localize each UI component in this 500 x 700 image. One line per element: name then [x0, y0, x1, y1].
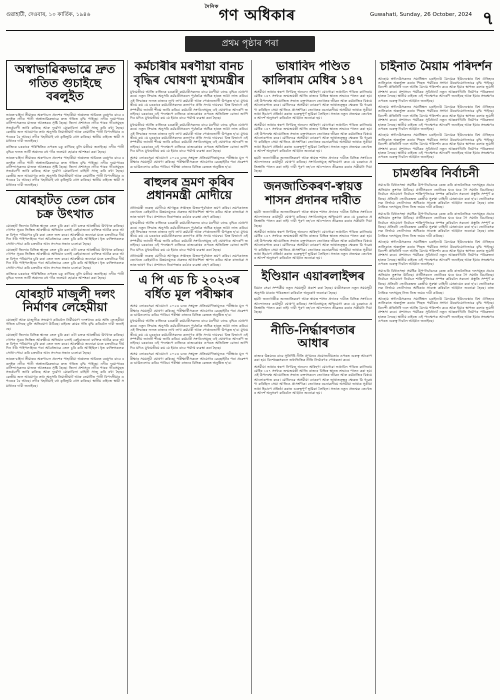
article-body: ভাৰত-চাইনা সীমান্তৰ অৰুণাচল প্ৰদেশৰ পাহাৰীয়া অঞ্চলত অবিৰত বৰষুণৰ বাবে বৰলুইত নদীৰ পানী অস্বাভাৱিকভাৱে দ্ৰুত গতিত বৃদ্ধি পাইছে। নদীৰ দুয়োপাৰৰ বাসিন্দাসকলৰ মাজত আতংকৰ সৃষ্টি হৈছে। জিলা প্ৰশাসনে নদীৰ পাৰৰ গাঁওসমূহত সতৰ্কবাণী জাৰি কৰিছে আৰু দুৰ্যোগ মোকাবিলা বাহিনী সাজু কৰি ৰখা হৈছে। কেন্দ্ৰীয় জল আয়োগৰ তথ্য অনুসৰি নিমাতীঘাট আৰু নেমাটিত পানী বিপদসীমাৰ ওপৰেৰে বৈ আছে। নদীৰ খহনীয়াই বহু কৃষিভূমি গ্ৰাস কৰিছে। স্থানীয় ৰাইজে স্থায়ী সমাধানৰ দাবী জনাইছে। [6, 357, 124, 388]
article-body: অসম লোকসেৱা আয়োগে ২০২৩ চনৰ সংযুক্ত প্ৰতিযোগিতামূলক পৰীক্ষাৰ মূল পৰীক্ষাৰ সময়সূচী ঘোষণা কৰিছে। পৰীক্ষাৰ্থীসকলে আয়োগৰ ৱেবছাইটৰ পৰা প্ৰৱেশপত্ৰ ডাউনলোড কৰিব পাৰিব। পৰীক্ষা ৰাজ্যৰ বিভিন্ন কেন্দ্ৰত অনুষ্ঠিত হ'ব। [130, 155, 248, 169]
article-headline: অস্বাভাৱিকভাৱে দ্ৰুত গতিত গুচাইছে বৰলুইত [14, 62, 116, 103]
article-body: প্ৰধানমন্ত্ৰী নৰেন্দ্ৰ মোদীয়ে আগন্তুক সপ্তাহত উত্তৰ-পূৰ্বাঞ্চল ভ্ৰমণ কৰিব। ভ্ৰমণকালত তেখেতে কেইবাটাও উন্নয়নমূলক প্ৰকল্পৰ আধাৰশিলা স্থাপন কৰিব আৰু ৰাজহুৱা সভাত ভাষণ দিব। প্ৰশাসনে নিৰাপত্তাৰ কঠোৰ ব্যৱস্থা গ্ৰহণ কৰিছে। [130, 253, 248, 267]
column-divider [127, 60, 128, 694]
logo-text: গণ অধিকাৰ [218, 6, 296, 24]
article-body: অসমীয়া ভাষাৰ স্বৰূপ নিৰ্ণয়ত অনবদ্য অৰিহণা যোগোৱা ভাষাবিদ পণ্ডিত কালিৰাম মেধিৰ ১৪৭ সংখ্যক জন্মজয়ন্তী আজি ৰাজ্যৰ বিভিন্ন স্থানত শ্ৰদ্ধাৰে পালন কৰা হয়। এই উপলক্ষে আয়োজিত সভাত বক্তাসকলে তেখেতৰ জীৱন আৰু কৰ্মৰাজিৰ বিষয়ে আলোকপাত কৰে। মেধিদেৱে অসমীয়া ব্যাকৰণ আৰু ভাষাতত্ত্বৰ ক্ষেত্ৰত যি গৱেষণা কৰিছিল সেয়া আজিও প্ৰাসংগিক। তেখেতৰ ৰচনাৱলীয়ে অসমীয়া ভাষাক সুকীয়া ভাষা হিচাপে প্ৰতিষ্ঠা কৰাত গুৰুত্বপূৰ্ণ ভূমিকা লৈছিল। সভাত নতুন প্ৰজন্মক তেখেতৰ আদৰ্শ অনুসৰণ কৰিবলৈ আহ্বান জনোৱা হয়। [254, 90, 372, 121]
article-headline: চামগুৰিৰ নিৰ্বাচনী [392, 165, 480, 180]
article-divider [254, 265, 372, 266]
article-body: ৰাজ্যিক চৰকাৰে পৰিস্থিতিৰ ওপৰত চকু ৰাখিছে বুলি মন্ত্ৰীয়ে জনাইছে। নদীৰ পানী বৃদ্ধিৰ ফলত ভাটি অঞ্চলৰ বহু গাঁও জলমগ্ন হোৱাৰ আশংকা কৰা হৈছে। [6, 145, 124, 154]
column-1 [6, 60, 124, 694]
headline-box [6, 60, 124, 110]
article-body: মুখ্যমন্ত্ৰীয়ে আজি ৰাজ্যিক চৰকাৰী কৰ্মচাৰীসকলৰ বাবে মৰণীয়া বানচ বৃদ্ধিৰ ঘোষণা কৰে। নতুন সিদ্ধান্ত অনুসৰি কৰ্মচাৰীসকলে পূৰ্বতকৈ অধিক হাৰত ভাট্টা লাভ কৰিব। এই সিদ্ধান্তৰ ফলত ৰাজ্যৰ লাখ লাখ কৰ্মচাৰী আৰু পেঞ্চনভোগী উপকৃত হ'ব। মুখ্যমন্ত্ৰীয়ে কয় যে চৰকাৰে কৰ্মচাৰীসকলৰ কল্যাণৰ প্ৰতি সদায় দায়বদ্ধ। বিত্ত বিভাগে এই সম্পৰ্কীয় জাননী শীঘ্ৰে জাৰি কৰিব। কৰ্মচাৰী সংগঠনসমূহে এই ঘোষণাক আদৰণি জনাইছে। চৰকাৰৰ এই পদক্ষেপে ৰাজ্যিক ৰাজকোষৰ ওপৰত অতিৰিক্ত বোজা জাপি দিব যদিও মুখ্যমন্ত্ৰীয়ে কয় যে ইয়াৰ বাবে পৰ্যাপ্ত ব্যৱস্থা কৰা হৈছে। [130, 221, 248, 252]
article-body: সমাগুৰি বিধানসভা সমষ্টিৰ উপ-নিৰ্বাচনক কেন্দ্ৰ কৰি ৰাজনৈতিক দলসমূহৰ প্ৰচাৰ অভিযান তুংগত উঠিছে। প্ৰাৰ্থীসকলে ভোটাৰৰ ঘৰে ঘৰে গৈ সমৰ্থন বিচাৰিছে। নিৰ্বাচন আয়োগে নিৰ্বাচন শান্তিপূৰ্ণভাৱে সম্পন্ন কৰিবলৈ সকলো প্ৰস্তুতি সম্পূৰ্ণ কৰিছে। প্ৰতিটো ভোটকেন্দ্ৰত কেন্দ্ৰীয় সুৰক্ষা বাহিনী মোতায়েন কৰা হ'ব। ভোটাৰসকলক নিৰ্ভয়ে ভোটদানৰ অধিকাৰ সাব্যস্ত কৰিবলৈ আহ্বান জনোৱা হৈছে। ৰাজনৈতিক দলসমূহে নিজ নিজ জয়ৰ দাবী কৰিছে। [378, 183, 494, 210]
article-body: ৰাজ্যিক চৰকাৰে পৰিস্থিতিৰ ওপৰত চকু ৰাখিছে বুলি মন্ত্ৰীয়ে জনাইছে। নদীৰ পানী বৃদ্ধিৰ ফলত ভাটি অঞ্চলৰ বহু গাঁও জলমগ্ন হোৱাৰ আশংকা কৰা হৈছে। [6, 272, 124, 281]
article-headline: চাইনাত মৈয়াম পৰিদৰ্শন [380, 60, 492, 73]
column-3 [254, 60, 372, 694]
article-body: ছয়টা জনগোষ্ঠীক জনজাতিকৰণ আৰু স্বায়ত্ত শাসন প্ৰদানৰ দাবীত বিভিন্ন সংগঠনে আন্দোলনৰ কাৰ্যসূচী ঘোষণা কৰিছে। সংগঠনসমূহে অভিযোগ কৰে যে চৰকাৰে প্ৰতিশ্ৰুতি পালন কৰা নাই। দাবী পূৰণ নহ'লে আন্দোলন তীব্ৰতৰ কৰাৰ সকীয়নি দিয়া হৈছে। [254, 297, 372, 315]
article-body: সমাগুৰি বিধানসভা সমষ্টিৰ উপ-নিৰ্বাচনক কেন্দ্ৰ কৰি ৰাজনৈতিক দলসমূহৰ প্ৰচাৰ অভিযান তুংগত উঠিছে। প্ৰাৰ্থীসকলে ভোটাৰৰ ঘৰে ঘৰে গৈ সমৰ্থন বিচাৰিছে। নিৰ্বাচন আয়োগে নিৰ্বাচন শান্তিপূৰ্ণভাৱে সম্পন্ন কৰিবলৈ সকলো প্ৰস্তুতি সম্পূৰ্ণ কৰিছে। প্ৰতিটো ভোটকেন্দ্ৰত কেন্দ্ৰীয় সুৰক্ষা বাহিনী মোতায়েন কৰা হ'ব। ভোটাৰসকলক নিৰ্ভয়ে ভোটদানৰ অধিকাৰ সাব্যস্ত কৰিবলৈ আহ্বান জনোৱা হৈছে। ৰাজনৈতিক দলসমূহে নিজ নিজ জয়ৰ দাবী কৰিছে। [378, 268, 494, 295]
section-banner: প্ৰথম পৃষ্ঠাৰ পৰা [185, 36, 315, 52]
article-body: মুখ্যমন্ত্ৰীয়ে আজি ৰাজ্যিক চৰকাৰী কৰ্মচাৰীসকলৰ বাবে মৰণীয়া বানচ বৃদ্ধিৰ ঘোষণা কৰে। নতুন সিদ্ধান্ত অনুসৰি কৰ্মচাৰীসকলে পূৰ্বতকৈ অধিক হাৰত ভাট্টা লাভ কৰিব। এই সিদ্ধান্তৰ ফলত ৰাজ্যৰ লাখ লাখ কৰ্মচাৰী আৰু পেঞ্চনভোগী উপকৃত হ'ব। মুখ্যমন্ত্ৰীয়ে কয় যে চৰকাৰে কৰ্মচাৰীসকলৰ কল্যাণৰ প্ৰতি সদায় দায়বদ্ধ। বিত্ত বিভাগে এই সম্পৰ্কীয় জাননী শীঘ্ৰে জাৰি কৰিব। কৰ্মচাৰী সংগঠনসমূহে এই ঘোষণাক আদৰণি জনাইছে। চৰকাৰৰ এই পদক্ষেপে ৰাজ্যিক ৰাজকোষৰ ওপৰত অতিৰিক্ত বোজা জাপি দিব যদিও মুখ্যমন্ত্ৰীয়ে কয় যে ইয়াৰ বাবে পৰ্যাপ্ত ব্যৱস্থা কৰা হৈছে। [130, 122, 248, 154]
article-body: অসমীয়া ভাষাৰ স্বৰূপ নিৰ্ণয়ত অনবদ্য অৰিহণা যোগোৱা ভাষাবিদ পণ্ডিত কালিৰাম মেধিৰ ১৪৭ সংখ্যক জন্মজয়ন্তী আজি ৰাজ্যৰ বিভিন্ন স্থানত শ্ৰদ্ধাৰে পালন কৰা হয়। এই উপলক্ষে আয়োজিত সভাত বক্তাসকলে তেখেতৰ জীৱন আৰু কৰ্মৰাজিৰ বিষয়ে আলোকপাত কৰে। মেধিদেৱে অসমীয়া ব্যাকৰণ আৰু ভাষাতত্ত্বৰ ক্ষেত্ৰত যি গৱেষণা কৰিছিল সেয়া আজিও প্ৰাসংগিক। তেখেতৰ ৰচনাৱলীয়ে অসমীয়া ভাষাক সুকীয়া ভাষা হিচাপে প্ৰতিষ্ঠা কৰাত গুৰুত্বপূৰ্ণ ভূমিকা লৈছিল। সভাত নতুন প্ৰজন্মক তেখেতৰ আদৰ্শ অনুসৰণ কৰিবলৈ আহ্বান জনোৱা হয়। [254, 364, 372, 395]
column-4 [378, 60, 494, 694]
article-body: অসম লোকসেৱা আয়োগে ২০২৩ চনৰ সংযুক্ত প্ৰতিযোগিতামূলক পৰীক্ষাৰ মূল পৰীক্ষাৰ সময়সূচী ঘোষণা কৰিছে। পৰীক্ষাৰ্থীসকলে আয়োগৰ ৱেবছাইটৰ পৰা প্ৰৱেশপত্ৰ ডাউনলোড কৰিব পাৰিব। পৰীক্ষা ৰাজ্যৰ বিভিন্ন কেন্দ্ৰত অনুষ্ঠিত হ'ব। [130, 352, 248, 366]
article-headline: ৰাহুলৰ ভ্ৰমণ কৰিব প্ৰধানমন্ত্ৰী মোদীয়ে [144, 174, 234, 203]
article-body: অসম লোকসেৱা আয়োগে ২০২৩ চনৰ সংযুক্ত প্ৰতিযোগিতামূলক পৰীক্ষাৰ মূল পৰীক্ষাৰ সময়সূচী ঘোষণা কৰিছে। পৰীক্ষাৰ্থীসকলে আয়োগৰ ৱেবছাইটৰ পৰা প্ৰৱেশপত্ৰ ডাউনলোড কৰিব পাৰিব। পৰীক্ষা ৰাজ্যৰ বিভিন্ন কেন্দ্ৰত অনুষ্ঠিত হ'ব। [130, 304, 248, 317]
newspaper-logo [205, 4, 296, 29]
column-divider [251, 60, 252, 694]
article-body: মুখ্যমন্ত্ৰীয়ে আজি ৰাজ্যিক চৰকাৰী কৰ্মচাৰীসকলৰ বাবে মৰণীয়া বানচ বৃদ্ধিৰ ঘোষণা কৰে। নতুন সিদ্ধান্ত অনুসৰি কৰ্মচাৰীসকলে পূৰ্বতকৈ অধিক হাৰত ভাট্টা লাভ কৰিব। এই সিদ্ধান্তৰ ফলত ৰাজ্যৰ লাখ লাখ কৰ্মচাৰী আৰু পেঞ্চনভোগী উপকৃত হ'ব। মুখ্যমন্ত্ৰীয়ে কয় যে চৰকাৰে কৰ্মচাৰীসকলৰ কল্যাণৰ প্ৰতি সদায় দায়বদ্ধ। বিত্ত বিভাগে এই সম্পৰ্কীয় জাননী শীঘ্ৰে জাৰি কৰিব। কৰ্মচাৰী সংগঠনসমূহে এই ঘোষণাক আদৰণি জনাইছে। চৰকাৰৰ এই পদক্ষেপে ৰাজ্যিক ৰাজকোষৰ ওপৰত অতিৰিক্ত বোজা জাপি দিব যদিও মুখ্যমন্ত্ৰীয়ে কয় যে ইয়াৰ বাবে পৰ্যাপ্ত ব্যৱস্থা কৰা হৈছে। [130, 319, 248, 350]
article-divider [254, 176, 372, 177]
article-body: সমাগুৰি বিধানসভা সমষ্টিৰ উপ-নিৰ্বাচনক কেন্দ্ৰ কৰি ৰাজনৈতিক দলসমূহৰ প্ৰচাৰ অভিযান তুংগত উঠিছে। প্ৰাৰ্থীসকলে ভোটাৰৰ ঘৰে ঘৰে গৈ সমৰ্থন বিচাৰিছে। নিৰ্বাচন আয়োগে নিৰ্বাচন শান্তিপূৰ্ণভাৱে সম্পন্ন কৰিবলৈ সকলো প্ৰস্তুতি সম্পূৰ্ণ কৰিছে। প্ৰতিটো ভোটকেন্দ্ৰত কেন্দ্ৰীয় সুৰক্ষা বাহিনী মোতায়েন কৰা হ'ব। ভোটাৰসকলক নিৰ্ভয়ে ভোটদানৰ অধিকাৰ সাব্যস্ত কৰিবলৈ আহ্বান জনোৱা হৈছে। ৰাজনৈতিক দলসমূহে নিজ নিজ জয়ৰ দাবী কৰিছে। [378, 211, 494, 238]
article-headline: ইণ্ডিয়ান এয়াৰলাইন্সৰ [261, 268, 365, 283]
article-divider [378, 163, 494, 164]
article-body: যোৰহাট জিলাৰ বিভিন্ন স্থানত তেল চুৰি কৰা এটা চক্ৰক আৰক্ষীয়ে উৎখাত কৰিছে। গোপন সূত্ৰৰ ভিত্তিত আৰক্ষীয়ে অভিযান চলাই কেইবাজনো ব্যক্তিক আটক কৰে আৰু বিপুল পৰিমাণৰ চুৰি কৰা তেল জব্দ কৰে। আৰক্ষীয়ে জনোৱা মতে চক্ৰটোৱে দীৰ্ঘদিন ধৰি পাইপলাইনৰ পৰা অবৈধভাৱে তেল চুৰি কৰি আহিছিল। ধৃত ব্যক্তিসকলক সোধা-পোচা কৰি চক্ৰটোৰ আন সদস্যৰ সন্ধান চলোৱা হৈছে। [6, 333, 124, 355]
article-body: আহোম স্বৰ্গদেউসকলৰ সমাধিস্থল চৰাইদেউ মৈদামক ইউনেস্কোৰ বিশ্ব ঐতিহ্যৰ তালিকাত অন্তৰ্ভুক্ত কৰাৰ পিছত পৰ্যটকৰ সংখ্যা উল্লেখযোগ্যভাৱে বৃদ্ধি পাইছে। বিদেশী প্ৰতিনিধি দলে আজি মৈদাম পৰিদৰ্শন কৰে আৰু ইয়াৰ স্থাপত্য কলাৰ ভূয়সী প্ৰশংসা কৰে। প্ৰশাসনে পৰ্যটকৰ সুবিধাৰ্থে নতুন আন্তঃগাঁথনি নিৰ্মাণৰ পৰিকল্পনা হাতত লৈছে। স্থানীয় ৰাইজে এই পদক্ষেপক আদৰণি জনাইছে আৰু ইয়াৰ সংৰক্ষণৰ ওপৰত গুৰুত্ব দিবলৈ আহ্বান জনাইছে। [378, 76, 494, 103]
article-body: অসমীয়া ভাষাৰ স্বৰূপ নিৰ্ণয়ত অনবদ্য অৰিহণা যোগোৱা ভাষাবিদ পণ্ডিত কালিৰাম মেধিৰ ১৪৭ সংখ্যক জন্মজয়ন্তী আজি ৰাজ্যৰ বিভিন্ন স্থানত শ্ৰদ্ধাৰে পালন কৰা হয়। এই উপলক্ষে আয়োজিত সভাত বক্তাসকলে তেখেতৰ জীৱন আৰু কৰ্মৰাজিৰ বিষয়ে আলোকপাত কৰে। মেধিদেৱে অসমীয়া ব্যাকৰণ আৰু ভাষাতত্ত্বৰ ক্ষেত্ৰত যি গৱেষণা কৰিছিল সেয়া আজিও প্ৰাসংগিক। তেখেতৰ ৰচনাৱলীয়ে অসমীয়া ভাষাক সুকীয়া ভাষা হিচাপে প্ৰতিষ্ঠা কৰাত গুৰুত্বপূৰ্ণ ভূমিকা লৈছিল। সভাত নতুন প্ৰজন্মক তেখেতৰ আদৰ্শ অনুসৰণ কৰিবলৈ আহ্বান জনোৱা হয়। [254, 122, 372, 154]
article-body: আহোম স্বৰ্গদেউসকলৰ সমাধিস্থল চৰাইদেউ মৈদামক ইউনেস্কোৰ বিশ্ব ঐতিহ্যৰ তালিকাত অন্তৰ্ভুক্ত কৰাৰ পিছত পৰ্যটকৰ সংখ্যা উল্লেখযোগ্যভাৱে বৃদ্ধি পাইছে। বিদেশী প্ৰতিনিধি দলে আজি মৈদাম পৰিদৰ্শন কৰে আৰু ইয়াৰ স্থাপত্য কলাৰ ভূয়সী প্ৰশংসা কৰে। প্ৰশাসনে পৰ্যটকৰ সুবিধাৰ্থে নতুন আন্তঃগাঁথনি নিৰ্মাণৰ পৰিকল্পনা হাতত লৈছে। স্থানীয় ৰাইজে এই পদক্ষেপক আদৰণি জনাইছে আৰু ইয়াৰ সংৰক্ষণৰ ওপৰত গুৰুত্ব দিবলৈ আহ্বান জনাইছে। [378, 104, 494, 131]
article-body: যোৰহাট জিলাৰ বিভিন্ন স্থানত তেল চুৰি কৰা এটা চক্ৰক আৰক্ষীয়ে উৎখাত কৰিছে। গোপন সূত্ৰৰ ভিত্তিত আৰক্ষীয়ে অভিযান চলাই কেইবাজনো ব্যক্তিক আটক কৰে আৰু বিপুল পৰিমাণৰ চুৰি কৰা তেল জব্দ কৰে। আৰক্ষীয়ে জনোৱা মতে চক্ৰটোৱে দীৰ্ঘদিন ধৰি পাইপলাইনৰ পৰা অবৈধভাৱে তেল চুৰি কৰি আহিছিল। ধৃত ব্যক্তিসকলক সোধা-পোচা কৰি চক্ৰটোৰ আন সদস্যৰ সন্ধান চলোৱা হৈছে। [6, 224, 124, 246]
article-divider [6, 284, 124, 285]
article-body: আহোম স্বৰ্গদেউসকলৰ সমাধিস্থল চৰাইদেউ মৈদামক ইউনেস্কোৰ বিশ্ব ঐতিহ্যৰ তালিকাত অন্তৰ্ভুক্ত কৰাৰ পিছত পৰ্যটকৰ সংখ্যা উল্লেখযোগ্যভাৱে বৃদ্ধি পাইছে। বিদেশী প্ৰতিনিধি দলে আজি মৈদাম পৰিদৰ্শন কৰে আৰু ইয়াৰ স্থাপত্য কলাৰ ভূয়সী প্ৰশংসা কৰে। প্ৰশাসনে পৰ্যটকৰ সুবিধাৰ্থে নতুন আন্তঃগাঁথনি নিৰ্মাণৰ পৰিকল্পনা হাতত লৈছে। স্থানীয় ৰাইজে এই পদক্ষেপক আদৰণি জনাইছে আৰু ইয়াৰ সংৰক্ষণৰ ওপৰত গুৰুত্ব দিবলৈ আহ্বান জনাইছে। [378, 240, 494, 267]
article-headline: যোৰহাট মাজুলী দলং নিৰ্মাণৰ লেহেমীয়া [14, 286, 116, 315]
article-body: আহোম স্বৰ্গদেউসকলৰ সমাধিস্থল চৰাইদেউ মৈদামক ইউনেস্কোৰ বিশ্ব ঐতিহ্যৰ তালিকাত অন্তৰ্ভুক্ত কৰাৰ পিছত পৰ্যটকৰ সংখ্যা উল্লেখযোগ্যভাৱে বৃদ্ধি পাইছে। বিদেশী প্ৰতিনিধি দলে আজি মৈদাম পৰিদৰ্শন কৰে আৰু ইয়াৰ স্থাপত্য কলাৰ ভূয়সী প্ৰশংসা কৰে। প্ৰশাসনে পৰ্যটকৰ সুবিধাৰ্থে নতুন আন্তঃগাঁথনি নিৰ্মাণৰ পৰিকল্পনা হাতত লৈছে। স্থানীয় ৰাইজে এই পদক্ষেপক আদৰণি জনাইছে আৰু ইয়াৰ সংৰক্ষণৰ ওপৰত গুৰুত্ব দিবলৈ আহ্বান জনাইছে। [378, 297, 494, 324]
logo-prefix: দৈনিক [204, 4, 219, 10]
article-divider [6, 190, 124, 191]
masthead-date-english: Guwahati, Sunday, 26 October, 2024 [370, 12, 472, 18]
article-body: প্ৰধানমন্ত্ৰী নৰেন্দ্ৰ মোদীয়ে আগন্তুক সপ্তাহত উত্তৰ-পূৰ্বাঞ্চল ভ্ৰমণ কৰিব। ভ্ৰমণকালত তেখেতে কেইবাটাও উন্নয়নমূলক প্ৰকল্পৰ আধাৰশিলা স্থাপন কৰিব আৰু ৰাজহুৱা সভাত ভাষণ দিব। প্ৰশাসনে নিৰাপত্তাৰ কঠোৰ ব্যৱস্থা গ্ৰহণ কৰিছে। [130, 205, 248, 219]
article-body: বিমান সেৱা সম্পৰ্কীয় নতুন সময়সূচী প্ৰকাশ কৰা হৈছে। যাত্ৰীসকলে নতুন সময়সূচী অনুসৰি যাত্ৰাৰ পৰিকল্পনা কৰিবলৈ অনুৰোধ জনোৱা হৈছে। [254, 286, 372, 295]
article-body: ৰাজ্যৰ উন্নয়নৰ বাবে সুনিৰ্দিষ্ট নীতি প্ৰণয়নৰ প্ৰয়োজনীয়তাৰ ওপৰত গুৰুত্ব আৰোপ কৰা হয়। বিশেষজ্ঞসকলে তথ্যভিত্তিক নীতি নিৰ্দ্ধাৰণৰ পোষকতা কৰে। [254, 353, 372, 363]
article-body: ছয়টা জনগোষ্ঠীক জনজাতিকৰণ আৰু স্বায়ত্ত শাসন প্ৰদানৰ দাবীত বিভিন্ন সংগঠনে আন্দোলনৰ কাৰ্যসূচী ঘোষণা কৰিছে। সংগঠনসমূহে অভিযোগ কৰে যে চৰকাৰে প্ৰতিশ্ৰুতি পালন কৰা নাই। দাবী পূৰণ নহ'লে আন্দোলন তীব্ৰতৰ কৰাৰ সকীয়নি দিয়া হৈছে। [254, 210, 372, 228]
article-body: ভাৰত-চাইনা সীমান্তৰ অৰুণাচল প্ৰদেশৰ পাহাৰীয়া অঞ্চলত অবিৰত বৰষুণৰ বাবে বৰলুইত নদীৰ পানী অস্বাভাৱিকভাৱে দ্ৰুত গতিত বৃদ্ধি পাইছে। নদীৰ দুয়োপাৰৰ বাসিন্দাসকলৰ মাজত আতংকৰ সৃষ্টি হৈছে। জিলা প্ৰশাসনে নদীৰ পাৰৰ গাঁওসমূহত সতৰ্কবাণী জাৰি কৰিছে আৰু দুৰ্যোগ মোকাবিলা বাহিনী সাজু কৰি ৰখা হৈছে। কেন্দ্ৰীয় জল আয়োগৰ তথ্য অনুসৰি নিমাতীঘাট আৰু নেমাটিত পানী বিপদসীমাৰ ওপৰেৰে বৈ আছে। নদীৰ খহনীয়াই বহু কৃষিভূমি গ্ৰাস কৰিছে। স্থানীয় ৰাইজে স্থায়ী সমাধানৰ দাবী জনাইছে। [6, 112, 124, 143]
article-body: আহোম স্বৰ্গদেউসকলৰ সমাধিস্থল চৰাইদেউ মৈদামক ইউনেস্কোৰ বিশ্ব ঐতিহ্যৰ তালিকাত অন্তৰ্ভুক্ত কৰাৰ পিছত পৰ্যটকৰ সংখ্যা উল্লেখযোগ্যভাৱে বৃদ্ধি পাইছে। বিদেশী প্ৰতিনিধি দলে আজি মৈদাম পৰিদৰ্শন কৰে আৰু ইয়াৰ স্থাপত্য কলাৰ ভূয়সী প্ৰশংসা কৰে। প্ৰশাসনে পৰ্যটকৰ সুবিধাৰ্থে নতুন আন্তঃগাঁথনি নিৰ্মাণৰ পৰিকল্পনা হাতত লৈছে। স্থানীয় ৰাইজে এই পদক্ষেপক আদৰণি জনাইছে আৰু ইয়াৰ সংৰক্ষণৰ ওপৰত গুৰুত্ব দিবলৈ আহ্বান জনাইছে। [378, 133, 494, 160]
article-divider [130, 270, 248, 271]
masthead-rule [6, 30, 494, 31]
article-headline: জনজাতিকৰণ-স্বায়ত্ত শাসন প্ৰদানৰ দাবীত [263, 179, 363, 207]
article-body: যোৰহাট জিলাৰ বিভিন্ন স্থানত তেল চুৰি কৰা এটা চক্ৰক আৰক্ষীয়ে উৎখাত কৰিছে। গোপন সূত্ৰৰ ভিত্তিত আৰক্ষীয়ে অভিযান চলাই কেইবাজনো ব্যক্তিক আটক কৰে আৰু বিপুল পৰিমাণৰ চুৰি কৰা তেল জব্দ কৰে। আৰক্ষীয়ে জনোৱা মতে চক্ৰটোৱে দীৰ্ঘদিন ধৰি পাইপলাইনৰ পৰা অবৈধভাৱে তেল চুৰি কৰি আহিছিল। ধৃত ব্যক্তিসকলক সোধা-পোচা কৰি চক্ৰটোৰ আন সদস্যৰ সন্ধান চলোৱা হৈছে। [6, 248, 124, 270]
masthead-date-assamese: গুৱাহাটী, দেওবাৰ, ১০ কাৰ্তিক, ১৯৪৬ [6, 12, 91, 18]
page-number: ৭ [482, 8, 494, 29]
article-headline: এ পি এচ চি ২০২৩ৰ বৰ্ধিত মূল পৰীক্ষাৰ [138, 273, 240, 301]
column-2 [130, 60, 248, 694]
article-headline: কৰ্মচাৰীৰ মৰণীয়া বানচ বৃদ্ধিৰ ঘোষণা মুখ্যমন্ত্ৰীৰ [133, 60, 245, 87]
article-headline: নীতি-নিৰ্দ্ধাৰণতাৰ আধাৰ [270, 322, 356, 351]
article-body: ছয়টা জনগোষ্ঠীক জনজাতিকৰণ আৰু স্বায়ত্ত শাসন প্ৰদানৰ দাবীত বিভিন্ন সংগঠনে আন্দোলনৰ কাৰ্যসূচী ঘোষণা কৰিছে। সংগঠনসমূহে অভিযোগ কৰে যে চৰকাৰে প্ৰতিশ্ৰুতি পালন কৰা নাই। দাবী পূৰণ নহ'লে আন্দোলন তীব্ৰতৰ কৰাৰ সকীয়নি দিয়া হৈছে। [254, 155, 372, 173]
article-divider [254, 319, 372, 320]
article-headline: ভাষাবিদ পণ্ডিত কালিৰাম মেধিৰ ১৪৭ [262, 60, 364, 87]
article-body: ভাৰত-চাইনা সীমান্তৰ অৰুণাচল প্ৰদেশৰ পাহাৰীয়া অঞ্চলত অবিৰত বৰষুণৰ বাবে বৰলুইত নদীৰ পানী অস্বাভাৱিকভাৱে দ্ৰুত গতিত বৃদ্ধি পাইছে। নদীৰ দুয়োপাৰৰ বাসিন্দাসকলৰ মাজত আতংকৰ সৃষ্টি হৈছে। জিলা প্ৰশাসনে নদীৰ পাৰৰ গাঁওসমূহত সতৰ্কবাণী জাৰি কৰিছে আৰু দুৰ্যোগ মোকাবিলা বাহিনী সাজু কৰি ৰখা হৈছে। কেন্দ্ৰীয় জল আয়োগৰ তথ্য অনুসৰি নিমাতীঘাট আৰু নেমাটিত পানী বিপদসীমাৰ ওপৰেৰে বৈ আছে। নদীৰ খহনীয়াই বহু কৃষিভূমি গ্ৰাস কৰিছে। স্থানীয় ৰাইজে স্থায়ী সমাধানৰ দাবী জনাইছে। [6, 156, 124, 187]
article-headline: যোৰহাটত তেল চোৰ চক্ৰ উৎখাত [14, 193, 116, 221]
article-body: যোৰহাট আৰু মাজুলীক সংযোগ কৰিবলৈ নিৰ্মীয়মাণ দলংখনৰ কাম অতি লেহেমীয়া গতিত চলিছে বুলি অভিযোগ উঠিছে। ৰাইজে কামৰ গতি বৃদ্ধি কৰিবলৈ দাবী জনাইছে। [6, 317, 124, 331]
article-body: অসমীয়া ভাষাৰ স্বৰূপ নিৰ্ণয়ত অনবদ্য অৰিহণা যোগোৱা ভাষাবিদ পণ্ডিত কালিৰাম মেধিৰ ১৪৭ সংখ্যক জন্মজয়ন্তী আজি ৰাজ্যৰ বিভিন্ন স্থানত শ্ৰদ্ধাৰে পালন কৰা হয়। এই উপলক্ষে আয়োজিত সভাত বক্তাসকলে তেখেতৰ জীৱন আৰু কৰ্মৰাজিৰ বিষয়ে আলোকপাত কৰে। মেধিদেৱে অসমীয়া ব্যাকৰণ আৰু ভাষাতত্ত্বৰ ক্ষেত্ৰত যি গৱেষণা কৰিছিল সেয়া আজিও প্ৰাসংগিক। তেখেতৰ ৰচনাৱলীয়ে অসমীয়া ভাষাক সুকীয়া ভাষা হিচাপে প্ৰতিষ্ঠা কৰাত গুৰুত্বপূৰ্ণ ভূমিকা লৈছিল। সভাত নতুন প্ৰজন্মক তেখেতৰ আদৰ্শ অনুসৰণ কৰিবলৈ আহ্বান জনোৱা হয়। [254, 229, 372, 261]
article-divider [130, 172, 248, 173]
article-body: মুখ্যমন্ত্ৰীয়ে আজি ৰাজ্যিক চৰকাৰী কৰ্মচাৰীসকলৰ বাবে মৰণীয়া বানচ বৃদ্ধিৰ ঘোষণা কৰে। নতুন সিদ্ধান্ত অনুসৰি কৰ্মচাৰীসকলে পূৰ্বতকৈ অধিক হাৰত ভাট্টা লাভ কৰিব। এই সিদ্ধান্তৰ ফলত ৰাজ্যৰ লাখ লাখ কৰ্মচাৰী আৰু পেঞ্চনভোগী উপকৃত হ'ব। মুখ্যমন্ত্ৰীয়ে কয় যে চৰকাৰে কৰ্মচাৰীসকলৰ কল্যাণৰ প্ৰতি সদায় দায়বদ্ধ। বিত্ত বিভাগে এই সম্পৰ্কীয় জাননী শীঘ্ৰে জাৰি কৰিব। কৰ্মচাৰী সংগঠনসমূহে এই ঘোষণাক আদৰণি জনাইছে। চৰকাৰৰ এই পদক্ষেপে ৰাজ্যিক ৰাজকোষৰ ওপৰত অতিৰিক্ত বোজা জাপি দিব যদিও মুখ্যমন্ত্ৰীয়ে কয় যে ইয়াৰ বাবে পৰ্যাপ্ত ব্যৱস্থা কৰা হৈছে। [130, 90, 248, 121]
column-divider [375, 60, 376, 694]
